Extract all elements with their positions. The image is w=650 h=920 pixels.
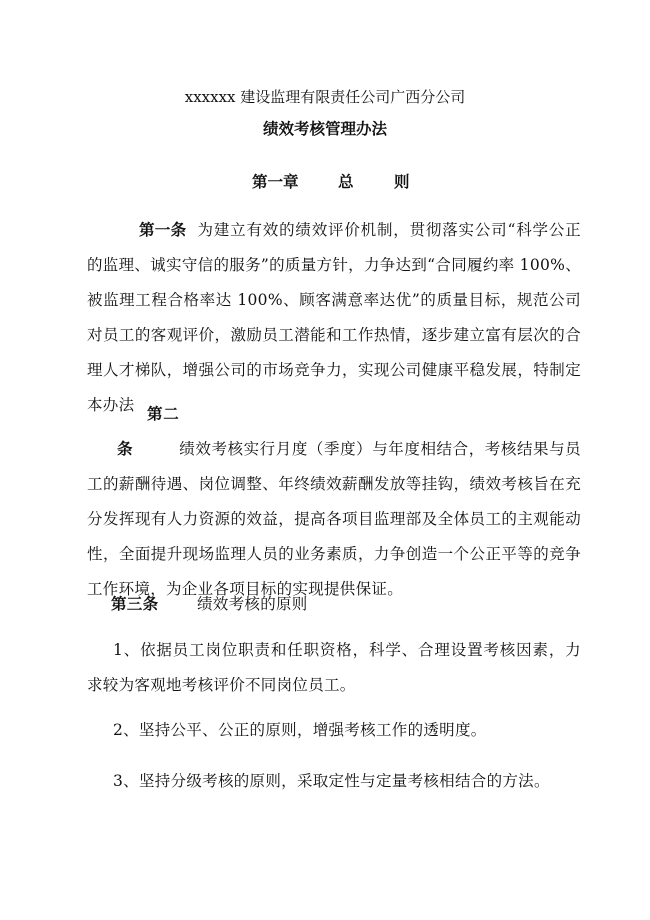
chapter-number: 第一章 [252,172,299,191]
article-2-text: 绩效考核实行月度（季度）与年度相结合，考核结果与员工的薪酬待遇、岗位调整、年终绩效薪酬发放等挂钩，绩效考核旨在充分发挥现有人力资源的效益，提高各项目监理部及全体员工的主观能动性，全面提升现场监理人员的业务素质，力争创造一个公正平等的竞争工作环境，为企业各项目标的实现提供保证。 [87,440,581,598]
article-3-label: 第三条 [111,594,159,613]
principle-item-2: 2、坚持公平、公正的原则，增强考核工作的透明度。 [113,721,487,739]
principle-item-1: 1、依据员工岗位职责和任职资格，科学、合理设置考核因素，力求较为客观地考核评价不同岗位员工。 [87,641,581,694]
chapter-title-word-2: 则 [394,172,410,191]
article-1-text: 为建立有效的绩效评价机制，贯彻落实公司“科学公正的监理、诚实守信的服务”的质量方针，力争达到“合同履约率 100%、被监理工程合格率达 100%、顾客满意率达优”的质量目标，规范公司对员工的客观评价，激励员工潜能和工作热情，逐步建立富有层次的合理人才梯队，增强公司的市场竞争力，实现公司健康平稳发展，特制定本办法 [87,221,581,414]
article-3 [87,586,581,622]
document-title: 绩效考核管理办法 [262,119,387,138]
article-3-text: 绩效考核的原则 [197,595,308,613]
article-1-label: 第一条 [139,220,187,239]
principle-item-3: 3、坚持分级考核的原则，采取定性与定量考核相结合的方法。 [113,772,550,790]
article-2 [87,396,581,607]
chapter-heading [252,171,410,193]
article-2-label: 第二条 [117,404,179,458]
company-name: xxxxxx 建设监理有限责任公司广西分公司 [184,88,466,106]
chapter-title-word-1: 总 [338,172,354,191]
article-1 [87,212,581,423]
